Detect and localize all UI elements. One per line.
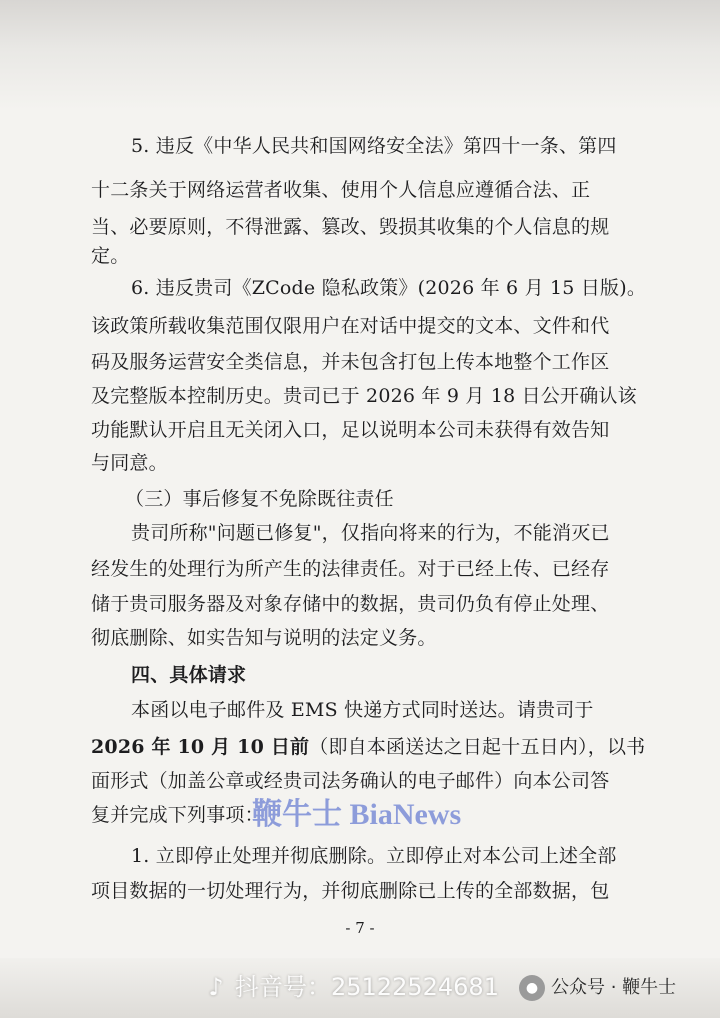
line-3: 当、必要原则，不得泄露、篡改、毁损其收集的个人信息的规 (91, 216, 610, 238)
line-5: 6. 违反贵司《ZCode 隐私政策》(2026 年 6 月 15 日版)。 (131, 277, 647, 299)
tiktok-watermark (205, 970, 499, 1004)
line-12: 贵司所称"问题已修复"，仅指向将来的行为，不能消灭已 (131, 522, 610, 544)
page-number: - 7 - (345, 919, 375, 937)
section-heading-3: （三）事后修复不免除既往责任 (125, 488, 394, 510)
line-9: 功能默认开启且无关闭入口，足以说明本公司未获得有效告知 (91, 419, 610, 441)
line-22: 项目数据的一切处理行为，并彻底删除已上传的全部数据，包 (91, 880, 610, 902)
line-18: 2026 年 10 月 10 日前（即自本函送达之日起十五日内），以书 (91, 736, 646, 758)
line-4: 定。 (91, 245, 130, 267)
line-2: 十二条关于网络运营者收集、使用个人信息应遵循合法、正 (91, 179, 591, 201)
line-1: 5. 违反《中华人民共和国网络安全法》第四十一条、第四 (131, 135, 617, 157)
tiktok-icon: ♪ (208, 973, 224, 1001)
line-13: 经发生的处理行为所产生的法律责任。对于已经上传、已经存 (91, 558, 610, 580)
line-10: 与同意。 (91, 452, 168, 474)
line-21: 1. 立即停止处理并彻底删除。立即停止对本公司上述全部 (131, 845, 617, 867)
bianews-watermark: 鞭牛士 BiaNews (252, 798, 462, 831)
line-19: 面形式（加盖公章或经贵司法务确认的电子邮件）向本公司答 (91, 770, 610, 792)
line-6: 该政策所载收集范围仅限用户在对话中提交的文本、文件和代 (91, 315, 610, 337)
line-17: 本函以电子邮件及 EMS 快递方式同时送达。请贵司于 (131, 699, 594, 721)
line-7: 码及服务运营安全类信息，并未包含打包上传本地整个工作区 (91, 351, 610, 373)
deadline-date: 2026 年 10 月 10 日前 (91, 736, 310, 758)
line-8: 及完整版本控制历史。贵司已于 2026 年 9 月 18 日公开确认该 (91, 385, 637, 407)
line-14: 储于贵司服务器及对象存储中的数据，贵司仍负有停止处理、 (91, 593, 610, 615)
top-shadow (0, 0, 720, 110)
line-15: 彻底删除、如实告知与说明的法定义务。 (91, 627, 437, 649)
tiktok-id-text: 抖音号：25122524681 (235, 973, 499, 1001)
section-heading-4: 四、具体请求 (131, 664, 247, 686)
wechat-account-text: 公众号 · 鞭牛士 (551, 977, 677, 998)
wechat-watermark (519, 973, 676, 1003)
wechat-icon: ● (519, 975, 545, 1001)
line-20: 复并完成下列事项： (91, 804, 264, 826)
